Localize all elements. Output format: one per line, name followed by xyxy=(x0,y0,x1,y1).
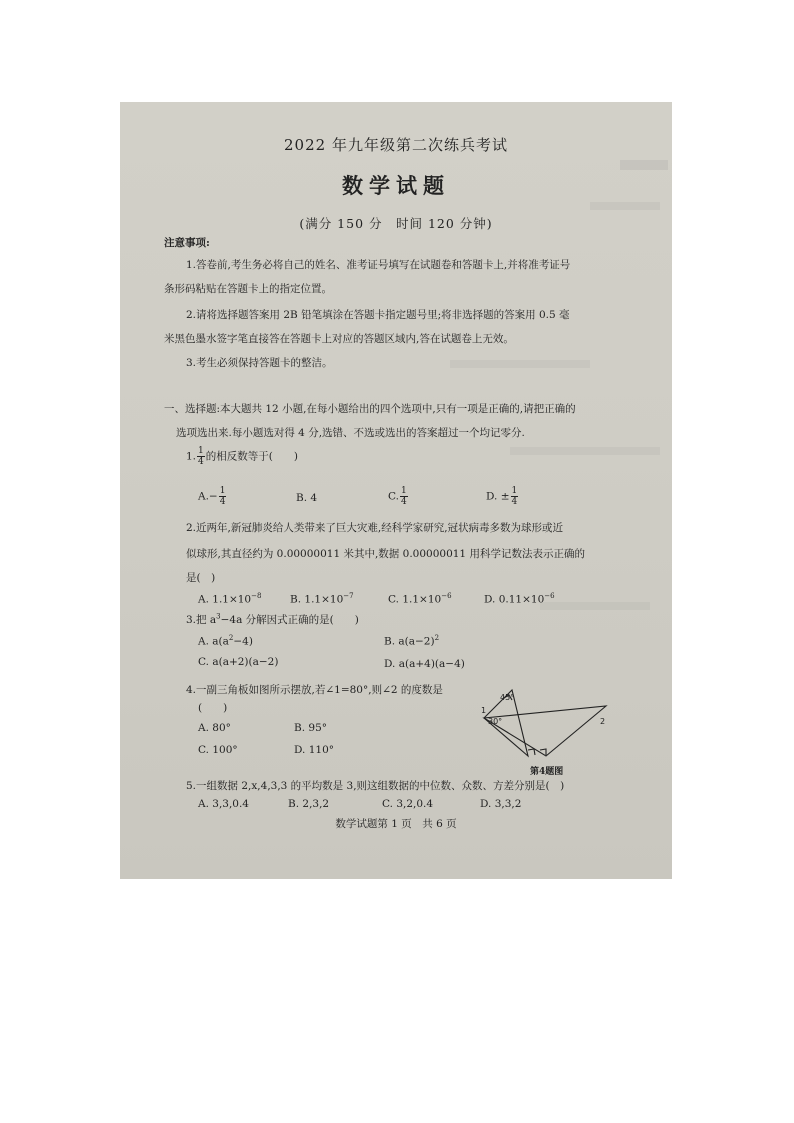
question-2-option-a: A. $1.1\times 10^{-8}$ xyxy=(198,592,262,606)
bleed-through-mark xyxy=(510,447,660,455)
section-intro-line: 选项选出来.每小题选对得 4 分,选错、不选或选出的答案超过一个均记零分. xyxy=(176,427,525,439)
question-4-answer-paren: ( ) xyxy=(198,702,228,714)
bleed-through-mark xyxy=(590,202,660,210)
fraction: $\frac{1}{4}$ xyxy=(219,486,226,507)
triangle-30 xyxy=(484,706,606,756)
question-4-option-b: B. 95° xyxy=(294,722,328,734)
right-angle-mark xyxy=(528,749,535,755)
question-1-option-a: A.− $\frac{1}{4}$ xyxy=(198,486,226,507)
exam-paper-photo xyxy=(120,102,672,879)
angle-30-label: 30° xyxy=(488,717,503,726)
question-5-option-a: A. 3,3,0.4 xyxy=(198,798,249,810)
question-2-option-c: C. $1.1\times 10^{-6}$ xyxy=(388,592,452,606)
fraction: $\frac{1}{4}$ xyxy=(511,486,518,507)
question-5-option-d: D. 3,3,2 xyxy=(480,798,522,810)
question-2-option-d: D. $0.11\times 10^{-6}$ xyxy=(484,592,555,606)
question-3-option-b: B. $a(a-2)^2$ xyxy=(384,634,440,648)
question-4-figure xyxy=(476,686,612,762)
question-2-line: 似球形,其直径约为 0.00000011 米其中,数据 0.00000011 用科学记数法表示正确的 xyxy=(186,548,585,560)
bleed-through-mark xyxy=(620,160,668,170)
exam-title: 2022 年九年级第二次练兵考试 xyxy=(284,136,508,154)
note-line: 3.考生必须保持答题卡的整洁。 xyxy=(186,357,333,369)
bleed-through-mark xyxy=(450,360,590,368)
notes-heading: 注意事项: xyxy=(164,237,210,249)
fraction: $\frac{1}{4}$ xyxy=(401,486,407,507)
note-line: 2.请将选择题答案用 2B 铅笔填涂在答题卡指定题号里;将非选择题的答案用 0.5 毫 xyxy=(186,309,570,321)
section-intro-line: 一、选择题:本大题共 12 小题,在每小题给出的四个选项中,只有一项是正确的,请把正确的 xyxy=(164,403,576,415)
question-4-option-d: D. 110° xyxy=(294,744,335,756)
question-3-stem: 3.把 $a^3-4a$ 分解因式正确的是( ) xyxy=(186,612,359,626)
angle-2-label: 2 xyxy=(600,717,606,726)
question-4-option-a: A. 80° xyxy=(198,722,231,734)
exam-meta: (满分 150 分 时间 120 分钟) xyxy=(299,216,493,231)
question-1-option-d: D. ± $\frac{1}{4}$ xyxy=(486,486,518,507)
fraction: $\frac{1}{4}$ xyxy=(198,446,204,467)
question-4-option-c: C. 100° xyxy=(198,744,238,756)
question-4-figure-caption: 第4题图 xyxy=(530,767,564,777)
question-2-line: 是( ) xyxy=(186,572,216,584)
question-3-option-d: D. a(a+4)(a−4) xyxy=(384,658,465,670)
question-4-stem: 4.一副三角板如图所示摆放,若∠1=80°,则∠2 的度数是 xyxy=(186,684,443,696)
question-1-option-c: C. $\frac{1}{4}$ xyxy=(388,486,407,507)
subject-title: 数学试题 xyxy=(342,173,450,198)
question-5-option-b: B. 2,3,2 xyxy=(288,798,330,810)
question-5-option-c: C. 3,2,0.4 xyxy=(382,798,434,810)
note-line: 米黑色墨水签字笔直接答在答题卡上对应的答题区域内,答在试题卷上无效。 xyxy=(164,333,514,345)
note-line: 条形码粘贴在答题卡上的指定位置。 xyxy=(164,283,332,295)
question-3-option-a: A. $a(a^2-4)$ xyxy=(198,634,253,648)
question-1-option-b: B. 4 xyxy=(296,492,318,504)
question-2-option-b: B. $1.1\times 10^{-7}$ xyxy=(290,592,354,606)
question-2-line: 2.近两年,新冠肺炎给人类带来了巨大灾难,经科学家研究,冠状病毒多数为球形或近 xyxy=(186,522,564,534)
note-line: 1.答卷前,考生务必将自己的姓名、准考证号填写在试题卷和答题卡上,并将准考证号 xyxy=(186,259,571,271)
bleed-through-mark xyxy=(540,602,650,610)
question-3-option-c: C. a(a+2)(a−2) xyxy=(198,656,279,668)
angle-45-label: 45° xyxy=(500,693,515,702)
page-footer: 数学试题第 1 页 共 6 页 xyxy=(335,818,457,830)
question-5-stem: 5.一组数据 2,x,4,3,3 的平均数是 3,则这组数据的中位数、众数、方差分别是( ) xyxy=(186,780,565,792)
angle-1-label: 1 xyxy=(481,706,487,715)
question-1-stem: 1. $\frac{1}{4}$ 的相反数等于( ) xyxy=(186,446,298,467)
